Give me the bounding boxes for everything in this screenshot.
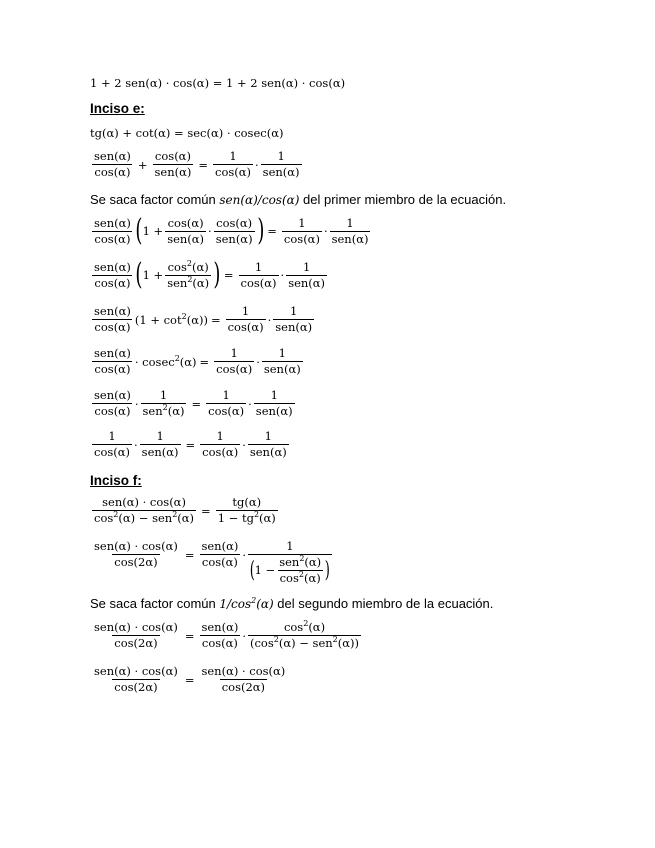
equation-f-step3: $\frac{\text{sen(α) · cos(α)}}{\cos(2\alpha)}$ = $\frac{\text{sen(α) · cos(α)}}{\cos(2\alpha)}$ — [94, 664, 286, 694]
equation-text: 1 + 2 sen(α) · cos(α) = 1 + 2 sen(α) · cos(α) — [90, 76, 346, 90]
equation-e-step2: $\frac{\text{sen(α)}}{\cos(\alpha)}$ ( 1 + $\frac{\cos(\alpha)}{\text{sen(α)}}$ · $\frac{\cos(\alpha)}{\text{sen(α)}}$ ) = $\frac{1}{\cos(\alpha)}$ · $\frac{1}{\text{sen(α)}}$ — [94, 213, 369, 248]
equation-e-statement — [90, 126, 283, 140]
equation-e-step6: $\frac{\text{sen(α)}}{\cos(\alpha)}$ · $\frac{1}{sen^2(\alpha)}$ = $\frac{1}{\cos(\alpha)}$ · $\frac{1}{\text{sen(α)}}$ — [94, 388, 293, 418]
equation-e-step5: $\frac{\text{sen(α)}}{\cos(\alpha)}$ · cosec$^2$(α) = $\frac{1}{\cos(\alpha)}$ · $\frac{1}{\text{sen(α)}}$ — [94, 346, 301, 376]
equation-f-step1: $\frac{\text{sen(α) · cos(α)}}{\cos(2\alpha)}$ = $\frac{\text{sen(α)}}{\cos(\alpha)}$ · 1 ( 1 − $\frac{sen^2(\alpha)}{\cos^2(\alpha)}$ ) — [94, 539, 331, 585]
fraction: $\frac{1}{\cos(\alpha)}$ — [215, 149, 252, 179]
equation-e-step3: $\frac{\text{sen(α)}}{\cos(\alpha)}$ ( 1 + $\frac{\cos^2(\alpha)}{sen^2(\alpha)}$ ) = $\frac{1}{\cos(\alpha)}$ · $\frac{1}{\text{sen(α)}}$ — [94, 257, 326, 292]
equation-f-statement: $\frac{\text{sen(α) · cos(α)}}{\cos^2(\alpha) - sen^2(\alpha)}$ = $\frac{tg(\alpha)}{1 - tg^2(\alpha)}$ — [94, 495, 276, 525]
equation-e-step4: $\frac{\text{sen(α)}}{\cos(\alpha)}$ $(1 + \cot^2(\alpha))$ = $\frac{1}{\cos(\alpha)}$ · $\frac{1}{\text{sen(α)}}$ — [94, 304, 313, 334]
equation-f-step2: $\frac{\text{sen(α) · cos(α)}}{\cos(2\alpha)}$ = $\frac{\text{sen(α)}}{\cos(\alpha)}$ · $\frac{\cos^2(\alpha)}{(\cos^2(\alpha) - sen^2(\alpha))}$ — [94, 619, 360, 650]
prose-factor-comun-2: Se saca factor común $1/\cos^2(\alpha)$ del segundo miembro de la ecuación. — [90, 596, 494, 611]
equation-identity-d — [90, 76, 345, 90]
prose-factor-comun-1: Se saca factor común sen(α)/cos(α) del primer miembro de la ecuación. — [90, 192, 507, 207]
fraction: $\frac{1}{\text{sen(α)}}$ — [262, 149, 300, 179]
equation-e-step7: $\frac{1}{\cos(\alpha)}$ · $\frac{1}{\text{sen(α)}}$ = $\frac{1}{\cos(\alpha)}$ · $\frac{1}{\text{sen(α)}}$ — [94, 429, 287, 459]
heading-inciso-e: Inciso e: — [90, 101, 145, 116]
equation-e-step1: $\frac{\text{sen(α)}}{\cos(\alpha)}$ + $\frac{\cos(\alpha)}{\text{sen(α)}}$ = $\frac{1}{\cos(\alpha)}$ · $\frac{1}{\text{sen(α)}}$ — [94, 149, 300, 179]
fraction: $\frac{\cos(\alpha)}{\text{sen(α)}}$ — [154, 149, 192, 179]
heading-inciso-f: Inciso f: — [90, 473, 142, 488]
equation-text: tg(α) + cot(α) = sec(α) · cosec(α) — [90, 126, 284, 140]
fraction: $\frac{\text{sen(α)}}{\cos(\alpha)}$ — [94, 149, 131, 179]
